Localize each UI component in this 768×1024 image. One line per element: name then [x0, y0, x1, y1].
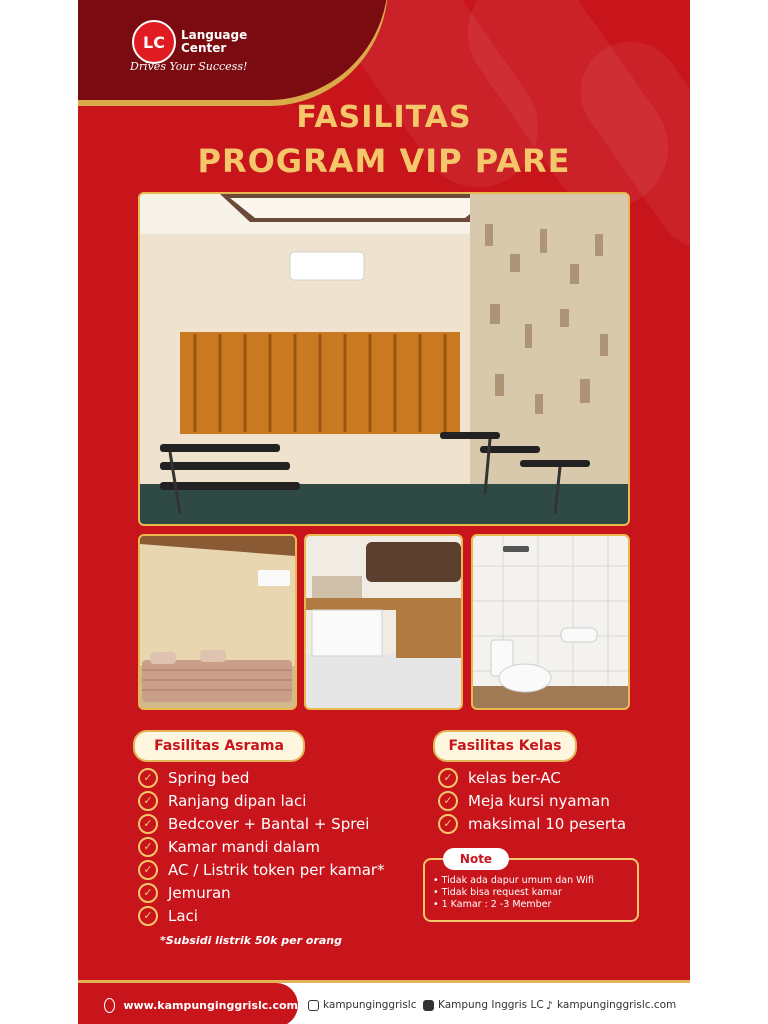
poster [78, 0, 690, 1024]
list-item [138, 881, 385, 904]
list-item-label: Spring bed [168, 768, 250, 787]
list-item-label: kelas ber-AC [468, 768, 561, 787]
note-item: • Tidak bisa request kamar [433, 887, 562, 898]
list-item-label: Ranjang dipan laci [168, 791, 307, 810]
logo-line2: Center [181, 41, 227, 55]
check-icon: ✓ [138, 883, 158, 903]
list-item-label: Kamar mandi dalam [168, 837, 320, 856]
list-item [138, 766, 385, 789]
list-item [138, 858, 385, 881]
check-icon: ✓ [138, 860, 158, 880]
check-icon: ✓ [438, 791, 458, 811]
check-icon: ✓ [138, 791, 158, 811]
classroom-photo [138, 192, 630, 526]
bathroom-photo [471, 534, 630, 710]
brand-logo [132, 20, 247, 64]
instagram-icon [308, 1000, 319, 1011]
list-item-label: Bedcover + Bantal + Sprei [168, 814, 370, 833]
website-link[interactable] [78, 983, 298, 1024]
list-item [138, 789, 385, 812]
tagline: Drives Your Success! [130, 60, 248, 73]
tiktok-link[interactable] [546, 983, 676, 1024]
note-label: Note [443, 848, 509, 870]
youtube-text: Kampung Inggris LC [438, 999, 544, 1011]
youtube-icon [423, 1000, 434, 1011]
list-item [138, 835, 385, 858]
tiktok-icon: ♪ [546, 998, 554, 1012]
note-list [433, 875, 594, 911]
tiktok-text: kampunginggrislc.com [557, 999, 677, 1011]
list-item [438, 789, 626, 812]
list-item-label: Meja kursi nyaman [468, 791, 610, 810]
title-line1: FASILITAS [296, 100, 472, 135]
check-icon: ✓ [438, 768, 458, 788]
list-item [138, 812, 385, 835]
list-item-label: Jemuran [168, 883, 231, 902]
list-item [438, 812, 626, 835]
asrama-label: Fasilitas Asrama [133, 730, 305, 762]
instagram-link[interactable] [308, 983, 417, 1024]
check-icon: ✓ [138, 814, 158, 834]
check-icon: ✓ [138, 768, 158, 788]
kelas-label: Fasilitas Kelas [433, 730, 577, 762]
list-item [438, 766, 626, 789]
list-item-label: AC / Listrik token per kamar* [168, 860, 385, 879]
cupboard-photo [304, 534, 463, 710]
asrama-list [138, 766, 385, 927]
footer [78, 980, 690, 1024]
title-line2: PROGRAM VIP PARE [197, 142, 571, 180]
list-item [138, 904, 385, 927]
check-icon: ✓ [138, 837, 158, 857]
logo-text [181, 29, 247, 55]
note-item: • Tidak ada dapur umum dan Wifi [433, 875, 594, 886]
globe-icon [104, 998, 115, 1013]
instagram-text: kampunginggrislc [323, 999, 417, 1011]
list-item-label: Laci [168, 906, 198, 925]
list-item-label: maksimal 10 peserta [468, 814, 627, 833]
youtube-link[interactable] [423, 983, 544, 1024]
subsidi-note: *Subsidi listrik 50k per orang [160, 934, 343, 947]
bedroom-photo [138, 534, 297, 710]
kelas-list [438, 766, 626, 835]
note-item: • 1 Kamar : 2 -3 Member [433, 899, 552, 910]
website-text: www.kampunginggrislc.com [123, 998, 298, 1012]
check-icon: ✓ [138, 906, 158, 926]
check-icon: ✓ [438, 814, 458, 834]
logo-line1: Language [181, 28, 248, 42]
logo-mark: LC [132, 20, 176, 64]
